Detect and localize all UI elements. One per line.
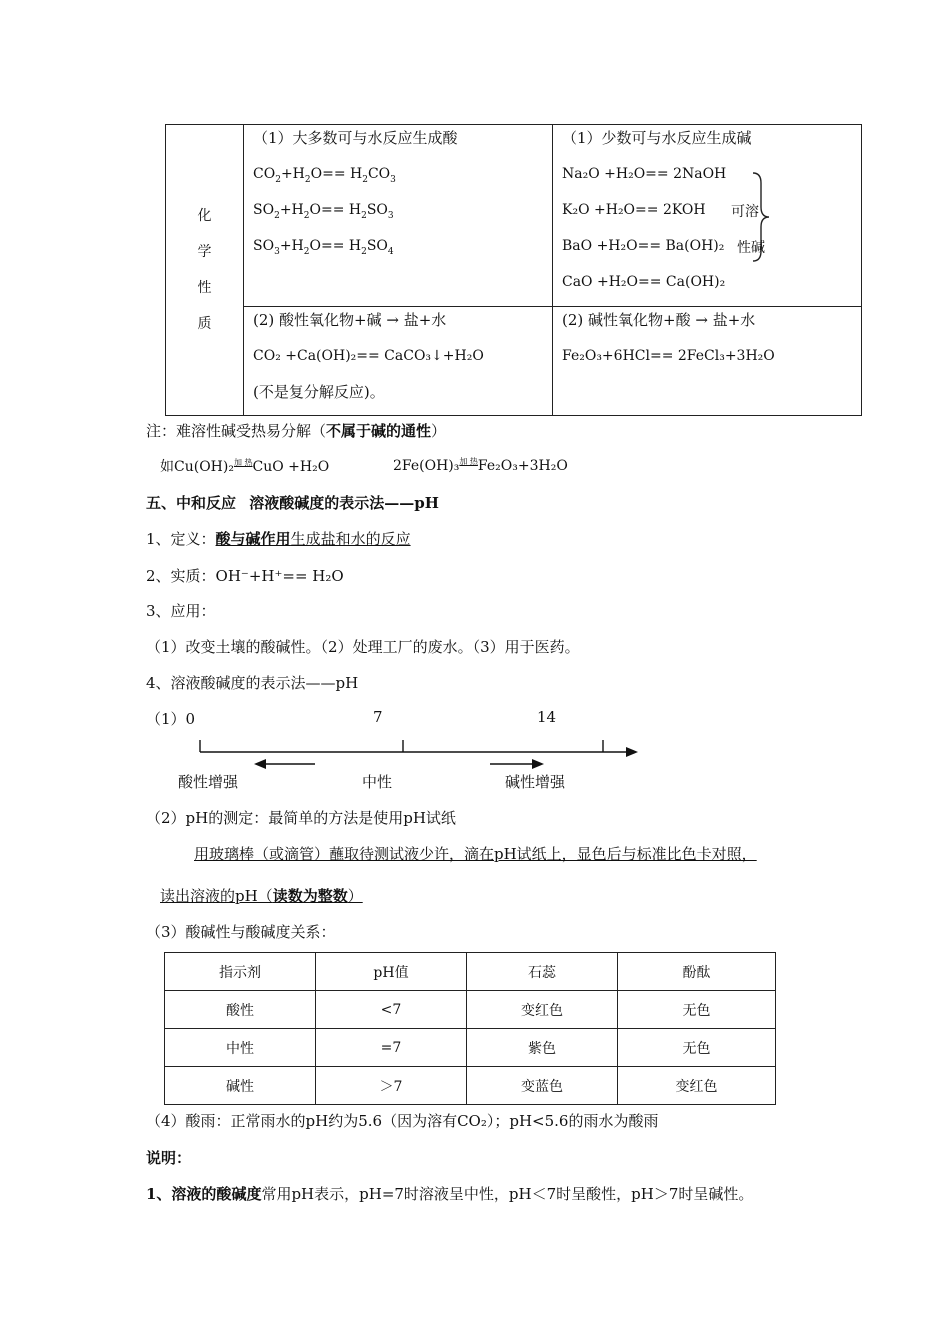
note-prefix: 注：难溶性碱受热易分解（ bbox=[146, 422, 327, 440]
reaction-k2o: K₂O +H₂O== 2KOH bbox=[562, 202, 706, 218]
relation-heading: （3）酸碱性与酸碱度关系： bbox=[146, 923, 336, 941]
base-oxide-acid-cell bbox=[553, 307, 862, 416]
definition-bold: 酸与碱作用 bbox=[215, 530, 291, 548]
table-row bbox=[165, 991, 776, 1029]
table-cell: 中性 bbox=[165, 1029, 316, 1067]
acidity-increase-label: 酸性增强 bbox=[178, 773, 239, 791]
neutral-label: 中性 bbox=[362, 773, 393, 791]
reaction-na2o: Na₂O +H₂O== 2NaOH bbox=[562, 166, 727, 182]
table-cell: 紫色 bbox=[467, 1029, 618, 1067]
table-cell: 变红色 bbox=[618, 1067, 776, 1105]
alkalinity-increase-label: 碱性增强 bbox=[505, 773, 566, 791]
side-char: 性 bbox=[197, 280, 212, 296]
header-cell: 石蕊 bbox=[467, 953, 618, 991]
decomposition-eq-1: 如Cu(OH)₂$^{加 热}$CuO +H₂O bbox=[160, 458, 330, 475]
note-line bbox=[146, 420, 446, 441]
soluble-base-label-1: 可溶 bbox=[731, 204, 759, 220]
reaction-cao: CaO +H₂O== Ca(OH)₂ bbox=[562, 274, 726, 290]
heat-label: 加 热 bbox=[233, 458, 253, 467]
non-double-decomposition-note: (不是复分解反应)。 bbox=[253, 383, 385, 401]
side-char: 化 bbox=[197, 208, 212, 224]
acid-oxide-water-cell bbox=[244, 125, 553, 307]
side-char: 质 bbox=[197, 316, 212, 332]
application-items: （1）改变土壤的酸碱性。（2）处理工厂的废水。（3）用于医药。 bbox=[146, 638, 580, 656]
application-label: 3、应用： bbox=[146, 602, 216, 620]
tick-0: 0 bbox=[185, 710, 196, 728]
table-cell: <7 bbox=[316, 991, 467, 1029]
acid-rain-line: （4）酸雨：正常雨水的pH约为5.6（因为溶有CO₂）；pH<5.6的雨水为酸雨 bbox=[146, 1112, 659, 1130]
essence-line: 2、实质：OH⁻+H⁺== H₂O bbox=[146, 567, 344, 585]
curly-brace-icon bbox=[751, 171, 771, 263]
base-oxide-heading: （1）少数可与水反应生成碱 bbox=[562, 129, 752, 147]
ph-test-procedure: 用玻璃棒（或滴管）蘸取待测试液少许，滴在pH试纸上，显色后与标准比色卡对照， bbox=[194, 845, 757, 863]
side-char: 学 bbox=[197, 244, 212, 260]
table-cell: 变蓝色 bbox=[467, 1067, 618, 1105]
ph-test-read: 读出溶液的pH（读数为整数） bbox=[160, 887, 363, 905]
side-label-cell bbox=[166, 125, 244, 416]
reaction-bao: BaO +H₂O== Ba(OH)₂ bbox=[562, 238, 725, 254]
indicator-table bbox=[164, 952, 776, 1105]
table-cell: ＞7 bbox=[316, 1067, 467, 1105]
ph-scale-label: （1）0 bbox=[146, 710, 196, 728]
ph-number-line bbox=[190, 734, 650, 784]
base-oxide-acid-heading: (2) 碱性氧化物+酸 → 盐+水 bbox=[562, 311, 756, 329]
heat-label: 加 热 bbox=[459, 457, 478, 466]
tick-14: 14 bbox=[537, 708, 557, 726]
table-row bbox=[165, 1029, 776, 1067]
table-cell: 无色 bbox=[618, 991, 776, 1029]
reaction-co2-limewater: CO₂ +Ca(OH)₂== CaCO₃↓+H₂O bbox=[253, 348, 484, 364]
section-5-title: 五、中和反应 溶液酸碱度的表示法——pH bbox=[146, 494, 439, 512]
table-row bbox=[165, 1067, 776, 1105]
ph-method-title: 4、溶液酸碱度的表示法——pH bbox=[146, 674, 359, 692]
acid-oxide-base-heading: (2) 酸性氧化物+碱 → 盐+水 bbox=[253, 311, 447, 329]
table-cell: 无色 bbox=[618, 1029, 776, 1067]
chemical-properties-table bbox=[165, 124, 862, 416]
acid-oxide-base-cell bbox=[244, 307, 553, 416]
table-header-row bbox=[165, 953, 776, 991]
table-cell: 碱性 bbox=[165, 1067, 316, 1105]
tick-7: 7 bbox=[373, 708, 383, 726]
base-oxide-water-cell bbox=[553, 125, 862, 307]
table-cell: 变红色 bbox=[467, 991, 618, 1029]
acid-oxide-heading: （1）大多数可与水反应生成酸 bbox=[253, 129, 458, 147]
explain-title: 说明： bbox=[146, 1149, 192, 1167]
decomposition-eq-2: 2Fe(OH)₃$^{加 热}$Fe₂O₃+3H₂O bbox=[393, 457, 568, 474]
table-cell: 酸性 bbox=[165, 991, 316, 1029]
reaction-co2: $CO_2+H_2O== H_2CO_3$ bbox=[253, 166, 396, 185]
definition-rest: 生成盐和水的反应 bbox=[290, 530, 411, 548]
header-cell: pH值 bbox=[316, 953, 467, 991]
soluble-base-label-2: 性碱 bbox=[737, 240, 765, 256]
definition-line: 1、定义：酸与碱作用生成盐和水的反应 bbox=[146, 530, 411, 548]
table-cell: =7 bbox=[316, 1029, 467, 1067]
ph-test-heading: （2）pH的测定：最简单的方法是使用pH试纸 bbox=[146, 809, 456, 827]
reaction-so3: $SO_3+H_2O== H_2SO_4$ bbox=[253, 238, 394, 257]
note-bold: 不属于碱的通性 bbox=[326, 422, 432, 440]
reaction-fe2o3-hcl: Fe₂O₃+6HCl== 2FeCl₃+3H₂O bbox=[562, 348, 775, 364]
explain-item-1: 1、溶液的酸碱度常用pH表示，pH=7时溶液呈中性，pH＜7时呈酸性，pH＞7时呈碱性。 bbox=[146, 1185, 754, 1203]
note-suffix: ） bbox=[431, 422, 447, 440]
reaction-so2: $SO_2+H_2O== H_2SO_3$ bbox=[253, 202, 394, 221]
header-cell: 指示剂 bbox=[165, 953, 316, 991]
header-cell: 酚酞 bbox=[618, 953, 776, 991]
